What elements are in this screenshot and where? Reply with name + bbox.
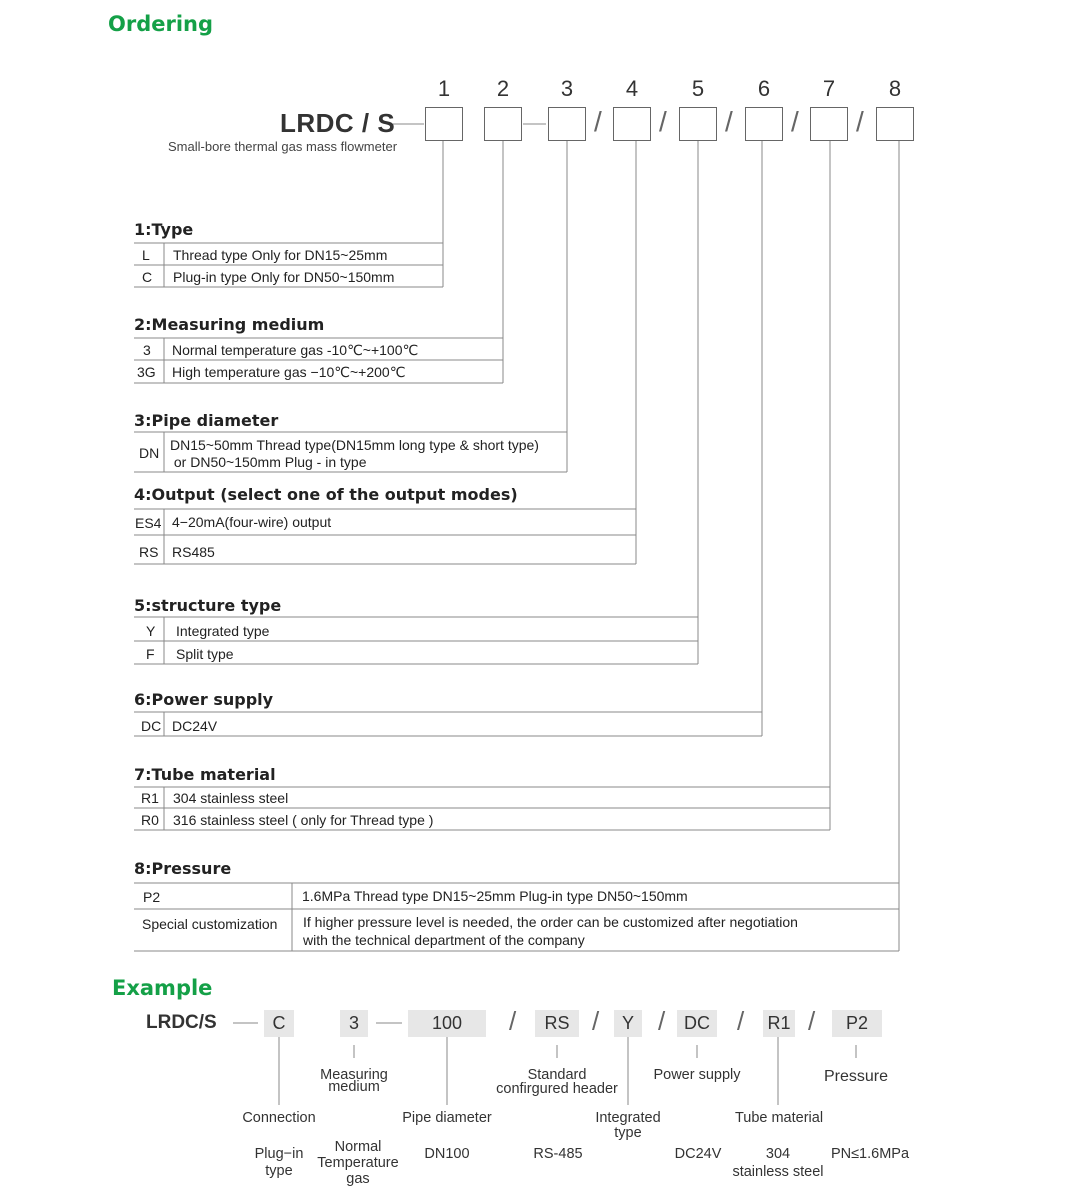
detail-plugin: type (265, 1163, 293, 1179)
option-code: DN (139, 445, 160, 461)
detail-dc: DC24V (674, 1146, 722, 1162)
example-value-pressure: P2 (832, 1010, 882, 1037)
position-1: 1 (437, 76, 451, 101)
slash-separator: / (737, 1006, 745, 1036)
model-code: LRDC / S (280, 108, 396, 138)
option-code: R1 (141, 790, 159, 806)
detail-rs: RS-485 (533, 1146, 583, 1162)
label-header: confirgured header (496, 1081, 618, 1097)
example-value-structure: Y (614, 1010, 642, 1037)
code-box-2 (484, 107, 522, 141)
code-box-5 (679, 107, 717, 141)
detail-dn: DN100 (424, 1146, 470, 1162)
section-title-pipe: 3:Pipe diameter (134, 411, 279, 430)
option-desc: 1.6MPa Thread type DN15~25mm Plug-in type DN50~150mm (302, 888, 688, 904)
section-title-power: 6:Power supply (134, 690, 274, 709)
code-box-6 (745, 107, 783, 141)
option-code: Special customization (142, 916, 278, 932)
option-code: C (142, 269, 153, 285)
position-7: 7 (822, 76, 836, 101)
option-code: Y (146, 623, 156, 639)
option-desc: Integrated type (176, 623, 270, 639)
code-box-8 (876, 107, 914, 141)
position-5: 5 (691, 76, 705, 101)
option-code: P2 (143, 889, 161, 905)
example-heading: Example (112, 976, 213, 1000)
example-value-tube: R1 (763, 1010, 795, 1037)
section-title-output: 4:Output (select one of the output modes) (134, 485, 518, 504)
option-desc: Split type (176, 646, 234, 662)
option-code: L (142, 247, 150, 263)
label-integrated: type (614, 1125, 642, 1141)
example-value-power: DC (677, 1010, 717, 1037)
example-value-medium: 3 (340, 1010, 368, 1037)
section-title-structure: 5:structure type (134, 596, 282, 615)
code-box-1 (425, 107, 463, 141)
slash-separator: / (659, 106, 667, 137)
code-box-3 (548, 107, 586, 141)
example-value-connection: C (264, 1010, 294, 1037)
slash-separator: / (594, 106, 602, 137)
option-code: 3G (137, 364, 156, 380)
option-desc: 304 stainless steel (173, 790, 289, 806)
position-2: 2 (496, 76, 510, 101)
label-medium: medium (328, 1079, 380, 1095)
option-desc: Thread type Only for DN15~25mm (173, 247, 388, 263)
code-box-4 (613, 107, 651, 141)
label-pressure: Pressure (823, 1068, 889, 1085)
slash-separator: / (658, 1006, 666, 1036)
option-desc: High temperature gas −10℃~+200℃ (172, 364, 406, 380)
option-desc: or DN50~150mm Plug - in type (170, 454, 367, 470)
position-3: 3 (560, 76, 574, 101)
section-title-type: 1:Type (134, 220, 194, 239)
slash-separator: / (856, 106, 864, 137)
detail-steel: 304 (765, 1146, 791, 1162)
option-code: F (146, 646, 155, 662)
option-code: ES4 (135, 515, 162, 531)
detail-pn: PN≤1.6MPa (830, 1146, 910, 1162)
option-desc: RS485 (172, 544, 215, 560)
detail-steel: stainless steel (732, 1164, 824, 1180)
ordering-heading: Ordering (108, 12, 214, 36)
option-desc: If higher pressure level is needed, the order can be customized after negotiation (303, 914, 798, 930)
model-subtitle: Small-bore thermal gas mass flowmeter (168, 139, 398, 154)
option-desc: DN15~50mm Thread type(DN15mm long type & short type) (170, 437, 539, 453)
slash-separator: / (791, 106, 799, 137)
example-value-pipe: 100 (408, 1010, 486, 1037)
detail-normal-temp: Normal (334, 1139, 382, 1155)
option-desc: 4−20mA(four-wire) output (172, 514, 332, 530)
slash-separator: / (808, 1006, 816, 1036)
position-8: 8 (888, 76, 902, 101)
label-medium: Measuring (320, 1067, 388, 1083)
label-tube-material: Tube material (734, 1110, 824, 1126)
position-4: 4 (625, 76, 639, 101)
option-desc: with the technical department of the company (303, 932, 585, 948)
option-code: RS (139, 544, 159, 560)
option-desc: DC24V (172, 718, 218, 734)
option-desc: 316 stainless steel ( only for Thread type ) (173, 812, 434, 828)
option-code: R0 (141, 812, 159, 828)
label-power-supply: Power supply (653, 1067, 741, 1083)
detail-normal-temp: gas (346, 1171, 370, 1187)
slash-separator: / (725, 106, 733, 137)
detail-normal-temp: Temperature (317, 1155, 399, 1171)
option-code: DC (141, 718, 162, 734)
example-value-output: RS (535, 1010, 579, 1037)
label-header: Standard (527, 1067, 587, 1083)
detail-plugin: Plug−in (254, 1146, 304, 1162)
example-model-code: LRDC/S (146, 1012, 217, 1033)
slash-separator: / (509, 1006, 517, 1036)
option-desc: Plug-in type Only for DN50~150mm (173, 269, 395, 285)
code-box-7 (810, 107, 848, 141)
label-connection: Connection (242, 1110, 316, 1126)
label-integrated: Integrated (595, 1110, 661, 1126)
slash-separator: / (592, 1006, 600, 1036)
section-title-pressure: 8:Pressure (134, 859, 232, 878)
label-pipe-diameter: Pipe diameter (402, 1110, 492, 1126)
section-title-medium: 2:Measuring medium (134, 315, 325, 334)
section-title-tube: 7:Tube material (134, 765, 276, 784)
position-6: 6 (757, 76, 771, 101)
option-code: 3 (143, 342, 151, 358)
option-desc: Normal temperature gas -10℃~+100℃ (172, 342, 419, 358)
